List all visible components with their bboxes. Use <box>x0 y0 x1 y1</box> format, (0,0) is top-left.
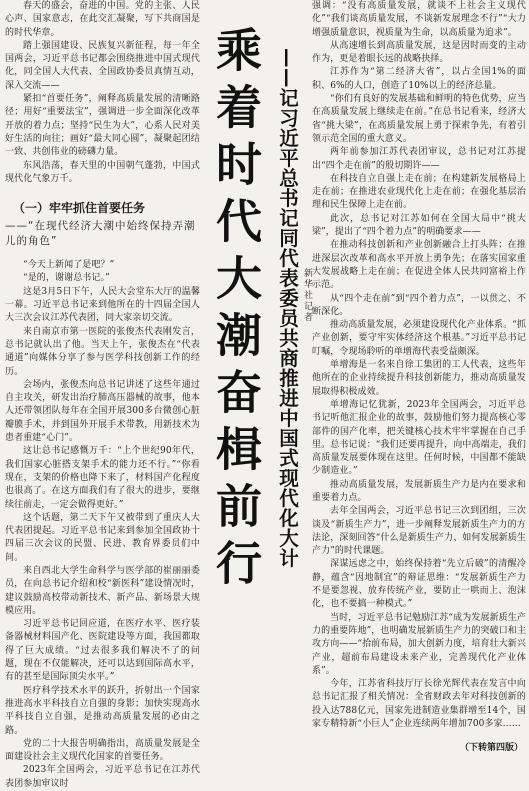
paragraph: 当时，习近平总书记勉励江苏“成为发展新质生产力的重要阵地”，也明确发展新质生产力的突破口和主攻方向——“拾前布局，加大创新力度，培育壮大新兴产业，超前布局建设未来产业，完善现代化产业体系”。 <box>312 612 527 676</box>
paragraph: 从高速增长到高质量发展，这是因时而变的主动作为，更是着眼长远的战略抉择。 <box>312 40 526 65</box>
continuation-note: （下转第四版） <box>456 742 523 754</box>
paragraph: 医疗科学技术水平的跃升，折射出一个国家推进高水平科技自立自强的身影；加快实现高水平科技自立自强，是推动高质量发展的必由之路。 <box>5 685 200 736</box>
section-subheading: ——“在现代经济大潮中始终保持弄潮儿的角色” <box>5 220 196 248</box>
paragraph: 春天的盛会，奋进的中国。党的主张、人民心声、国家意志，在此交汇凝聚，写下共商国是的时代华章。 <box>5 1 200 38</box>
paragraph: 踏上强国建设、民族复兴新征程，每一年全国两会，习近平总书记都会围绕推进中国式现代化，同全国人大代表、全国政协委员真情互动，深入交流—— <box>5 40 200 91</box>
paragraph: 从“四个走在前”到“四个着力点”，一以贯之、不断深化。 <box>312 293 526 317</box>
headline: 乘着时代大潮奋楫前行 <box>209 26 263 596</box>
paragraph: 两年前参加江苏代表团审议，总书记对江苏提出“四个走在前”的殷切期许—— <box>312 147 526 171</box>
paragraph: 此次，总书记对江苏如何在全国大局中“挑大梁”，提出了“四个着力点”的明确要求—— <box>312 213 526 238</box>
paragraph: 这个话题，第二天下午又被带到了重庆人大代表团提起。习近平总书记来到参加全国政协十四届三次会议的民盟、民进、教育界委员们中间。 <box>5 512 200 563</box>
paragraph: 推动高质量发展，必须建设现代化产业体系。“抓产业创新，要守牢实体经济这个根基。”习近平总书记叮嘱，令现场聆听的单增海代表受益颇深。 <box>312 320 526 357</box>
paragraph: “你们有良好的发展基础和鲜明的特色优势，应当在高质量发展上继续走在前。”在总书记看来，经济大省“挑大梁”，在高质量发展上勇于探索争先，有着引领示范全国的重大意义。 <box>312 94 526 144</box>
paragraph: 去年全国两会，习近平总书记三次到团组，三次谈及“新质生产力”，进一步阐释发展新质生产力的方法论，深刻回答“什么是新质生产力、如何发展新质生产力”的时代课题。 <box>312 506 527 557</box>
paragraph: 单增海是一名来自徐工集团的工人代表，这些年他所在的企业持续提升科技创新能力，推动高质量发展取得积极成效。 <box>312 360 526 397</box>
paragraph: 单增海记忆犹新，2023年全国两会，习近平总书记听他汇报企业的故事，鼓励他们努力提高核心零部件的国产化率，把关键核心技术牢牢掌握在自己手里。总书记说：“我们还要再提升，向中高端走，我们高质量发展要体现在这里。任何时候，中国都不能缺少制造业。” <box>312 399 527 477</box>
byline: 新华社记者 <box>302 268 312 323</box>
paragraph: 深谋远虑之中，始终保持着“先立后破”的清醒冷静，蕴含“因地制宜”的辩证思维：“发展新质生产力不是要忽视、放弃传统产业，要防止一哄而上、泡沫化，也不要搞一种模式。” <box>312 559 526 610</box>
intro-section <box>5 0 200 186</box>
paragraph: 东风浩荡，春天里的中国朝气蓬勃，中国式现代化气象万千。 <box>5 160 200 184</box>
subheadline: ——记习近平总书记同代表委员共商推进中国式现代化大计 <box>276 48 299 568</box>
paragraph: 今年，江苏省科技厅厅长徐光辉代表在发言中向总书记汇报了相关情况：全省财政去年对科技创新的投入达788亿元，国家先进制造业集群增至14个，国家专精特新“小巨人”企业连续两年增加700多家…… <box>312 679 526 730</box>
paragraph: 在科技自立自强上走在前；在构建新发展格局上走在前；在推进农业现代化上走在前；在强化基层治理和民生保障上走在前。 <box>312 173 526 211</box>
paragraph: 来自南京市第一医院的张俊杰代表刚发言，总书记就认出了他。当天上午，张俊杰在“代表通道”向媒体分享了参与医学科技创新工作的经历。 <box>5 326 200 377</box>
paragraph: 紧扣“首要任务”，阐释高质量发展的清晰路径；用好“重要法宝”，强调进一步全面深化改革开放的着力点；坚持“民生为大”，心系人民对美好生活的向往；画好“最大同心圆”，凝聚起团结一致、共创伟业的磅礴力量。 <box>5 94 200 158</box>
paragraph: 在推动科技创新和产业创新融合上打头阵；在推进深层次改革和高水平开放上勇争先；在落实国家重大发展战略上走在前；在促进全体人民共同富裕上作示范。 <box>312 240 526 291</box>
paragraph: 这让总书记感慨万千：“上个世纪90年代，我们国家心脏搭支架手术的能力还不行。”“你看现在，支架的价格也降下来了，材料国产化程度也很高了。在这方面我们有了很大的进步，要继续往前走，一定会做得更好。” <box>5 446 200 510</box>
paragraph: “是的，谢谢总书记。” <box>23 273 110 284</box>
paragraph: 这是3月5日下午，人民大会堂东大厅的温馨一幕。习近平总书记来到他所在的十四届全国人大三次会议江苏代表团，同大家亲切交流。 <box>5 286 200 324</box>
paragraph: 强调：“没有高质量发展，就谈不上社会主义现代化”“我们谈高质量发展，不谈新发展理念不行”“大力增强质量意识，视质量为生命，以高质量为追求”。 <box>312 1 526 38</box>
paragraph: 会场内，张俊杰向总书记讲述了这些年通过自主攻关，研发出治疗肺高压器械的故事，他本人还带领团队每年在全国开展300多台微创心脏瓣膜手术，并到国外开展手术带教，用新技术为患者重建“心门”。 <box>5 379 200 444</box>
right-body <box>312 0 526 731</box>
section-body <box>5 259 200 791</box>
paragraph: 来自西北大学生命科学与医学部的崔丽丽委员，在向总书记介绍和校“新医科”建设情况时，建议鼓励高校带动新技术、新产品、新场景大规模应用。 <box>5 565 200 616</box>
paragraph: 习近平总书记回应道，在医疗水平、医疗装备器械材料国产化、医院建设等方面，我国都取得了巨大成绩。“过去很多我们解决不了的问题，现在不仅能解决，还可以达到国际高水平，有的甚至是国际顶尖水平。” <box>5 619 200 683</box>
left-article-column <box>5 0 200 789</box>
section-heading: （一）牢牢抓住首要任务 <box>13 201 146 216</box>
paragraph: 2023年全国两会，习近平总书记在江苏代表团参加审议时 <box>5 765 200 789</box>
paragraph: 江苏作为“第二经济大省”，以占全国1%的面积、6%的人口，创造了10%以上的经济总量。 <box>312 67 526 91</box>
paragraph: 推动高质量发展，发展新质生产力是内在要求和重要着力点。 <box>312 479 526 503</box>
paragraph: “今天上新闻了是吧？” <box>23 260 115 271</box>
paragraph: 党的二十大报告明确指出，高质量发展是全面建设社会主义现代化国家的首要任务。 <box>5 738 200 763</box>
right-article-column <box>312 0 526 758</box>
